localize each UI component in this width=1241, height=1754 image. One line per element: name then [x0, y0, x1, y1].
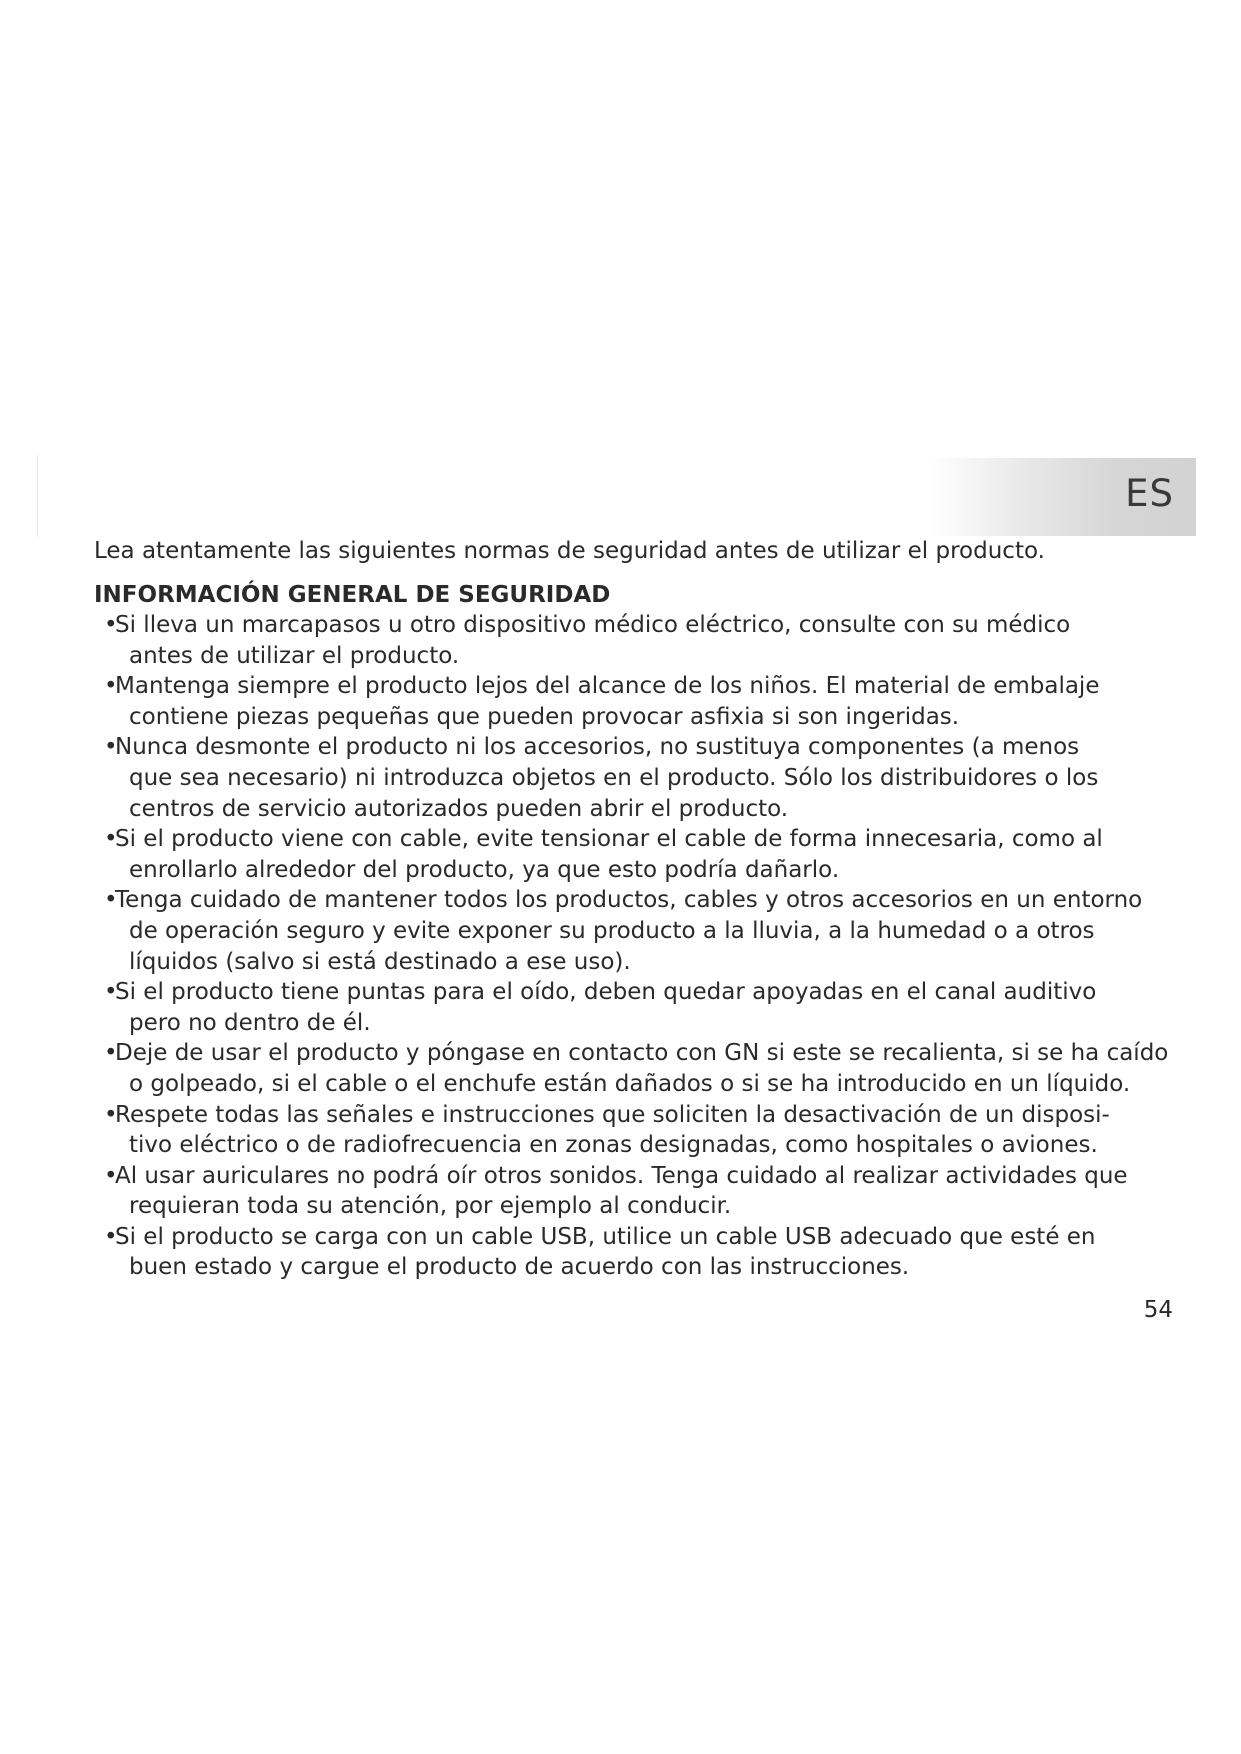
bullet-dot-icon: •: [104, 1101, 118, 1128]
safety-bullet-list: [94, 610, 1169, 1283]
safety-bullet-item: [94, 885, 1144, 977]
bullet-line: Mantenga siempre el producto lejos del alcance de los niños. El material de embalaje: [115, 673, 1100, 700]
safety-content: [94, 536, 1169, 1283]
bullet-line: antes de utilizar el producto.: [129, 642, 460, 669]
bullet-line: buen estado y cargue el producto de acuerdo con las instrucciones.: [129, 1254, 910, 1281]
bullet-dot-icon: •: [104, 979, 118, 1006]
bullet-line: Tenga cuidado de mantener todos los productos, cables y otros accesorios en un entorno: [115, 887, 1143, 914]
bullet-line: de operación seguro y evite exponer su producto a la lluvia, a la humedad o a otros: [129, 917, 1095, 944]
language-code: ES: [1125, 472, 1174, 515]
bullet-dot-icon: •: [104, 887, 118, 914]
safety-bullet-item: [94, 732, 1144, 824]
bullet-line: Si lleva un marcapasos u otro dispositivo médico eléctrico, consulte con su médico: [115, 612, 1071, 638]
safety-bullet-item: [94, 1100, 1144, 1161]
bullet-line: Si el producto viene con cable, evite tensionar el cable de forma innecesaria, como al: [115, 826, 1103, 853]
safety-bullet-item: [94, 610, 1144, 671]
safety-bullet-item: [94, 1161, 1144, 1222]
bullet-line: Si el producto tiene puntas para el oído, deben quedar apoyadas en el canal auditivo: [115, 979, 1097, 1006]
safety-bullet-item: [94, 671, 1144, 732]
bullet-dot-icon: •: [104, 734, 118, 761]
bullet-line: Respete todas las señales e instrucciones que soliciten la desactivación de un disposi-: [115, 1101, 1110, 1128]
bullet-line: Al usar auriculares no podrá oír otros sonidos. Tenga cuidado al realizar actividades que: [115, 1162, 1128, 1189]
margin-rule: [37, 455, 38, 537]
bullet-dot-icon: •: [104, 826, 118, 853]
safety-bullet-item: [94, 977, 1144, 1038]
bullet-line: líquidos (salvo si está destinado a ese uso).: [129, 948, 631, 975]
bullet-dot-icon: •: [104, 1162, 118, 1189]
bullet-line: centros de servicio autorizados pueden abrir el producto.: [129, 795, 789, 822]
bullet-line: tivo eléctrico o de radiofrecuencia en zonas designadas, como hospitales o aviones.: [129, 1132, 1098, 1159]
bullet-line: o golpeado, si el cable o el enchufe están dañados o si se ha introducido en un líquido.: [129, 1070, 1131, 1097]
bullet-dot-icon: •: [104, 612, 118, 638]
bullet-line: enrollarlo alrededor del producto, ya que esto podría dañarlo.: [129, 856, 840, 883]
bullet-line: requieran toda su atención, por ejemplo al conducir.: [129, 1193, 732, 1220]
safety-bullet-item: [94, 824, 1144, 885]
bullet-line: Deje de usar el producto y póngase en contacto con GN si este se recalienta, si se ha caído: [115, 1040, 1169, 1067]
safety-bullet-item: [94, 1038, 1169, 1099]
bullet-line: pero no dentro de él.: [129, 1009, 371, 1036]
bullet-line: Nunca desmonte el producto ni los accesorios, no sustituya componentes (a menos: [115, 734, 1080, 761]
bullet-dot-icon: •: [104, 1223, 118, 1250]
bullet-line: contiene piezas pequeñas que pueden provocar asfixia si son ingeridas.: [129, 703, 960, 730]
safety-bullet-item: [94, 1222, 1144, 1283]
section-title: INFORMACIÓN GENERAL DE SEGURIDAD: [94, 582, 611, 608]
intro-text: Lea atentamente las siguientes normas de seguridad antes de utilizar el producto.: [94, 538, 1045, 564]
page-number: 54: [1143, 1297, 1173, 1323]
language-tab: [930, 458, 1196, 536]
bullet-dot-icon: •: [104, 1040, 118, 1067]
bullet-line: Si el producto se carga con un cable USB, utilice un cable USB adecuado que esté en: [115, 1223, 1096, 1250]
bullet-line: que sea necesario) ni introduzca objetos en el producto. Sólo los distribuidores o los: [129, 764, 1099, 791]
bullet-dot-icon: •: [104, 673, 118, 700]
